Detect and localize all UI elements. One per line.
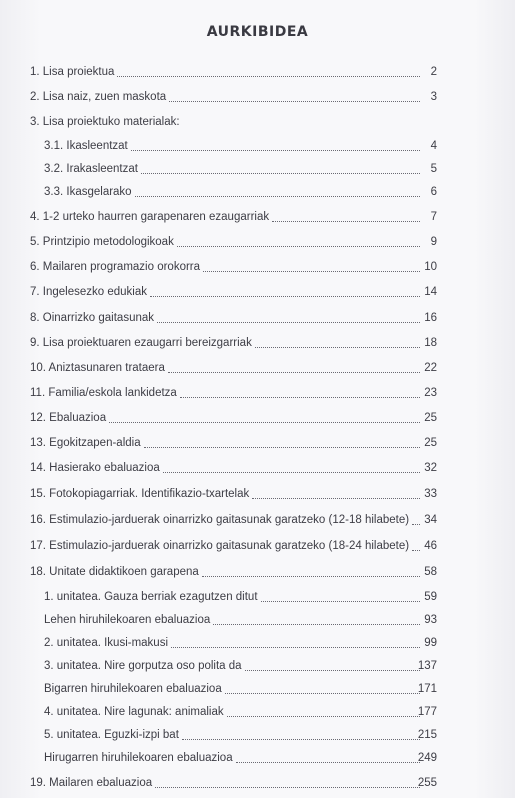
toc-entry-label: 4. 1-2 urteko haurren garapenaren ezaugarriak xyxy=(30,211,270,223)
toc-entry-label: 14. Hasierako ebaluazioa xyxy=(30,462,160,474)
toc-page-number: 59 xyxy=(424,591,437,603)
toc-entry-label: Lehen hiruhilekoaren ebaluazioa xyxy=(44,614,211,626)
toc-page-number: 23 xyxy=(424,387,437,399)
toc-entry xyxy=(0,563,515,581)
toc-page-number: 177 xyxy=(417,706,437,718)
toc-entry-label: 18. Unitate didaktikoen garapena xyxy=(30,566,199,578)
toc-entry xyxy=(0,359,515,377)
toc-dot-leader xyxy=(177,228,420,247)
toc-entry-label: 5. Printzipio metodologikoak xyxy=(30,236,174,248)
toc-dot-leader xyxy=(412,506,420,525)
toc-entry xyxy=(0,334,515,352)
toc-page-number: 32 xyxy=(424,462,437,474)
toc-entry-label: 8. Oinarrizko gaitasunak xyxy=(30,312,155,324)
toc-entry xyxy=(0,434,515,452)
toc-entry xyxy=(0,384,515,402)
toc-entry-label: 13. Egokitzapen-aldia xyxy=(30,437,141,449)
toc-entry xyxy=(0,258,515,276)
toc-entry-label: 17. Estimulazio-jarduerak oinarrizko gaitasunak garatzeko (18-24 hilabete) xyxy=(30,540,410,552)
toc-entry-label: 15. Fotokopiagarriak. Identifikazio-txartelak xyxy=(30,488,250,500)
toc-page-number: 255 xyxy=(417,777,437,789)
toc-page-number: 215 xyxy=(417,729,437,741)
toc-page-number: 16 xyxy=(424,312,437,324)
toc-dot-leader xyxy=(150,278,420,297)
toc-entry xyxy=(0,537,515,555)
toc-entry xyxy=(0,611,515,629)
toc-dot-leader xyxy=(157,304,420,323)
toc-dot-leader xyxy=(117,58,420,77)
toc-entry-label: 1. Lisa proiektua xyxy=(30,66,115,78)
toc-page-number: 6 xyxy=(430,186,437,198)
toc-entry-label: 10. Aniztasunaren trataera xyxy=(30,362,165,374)
toc-entry-label: 9. Lisa proiektuaren ezaugarri bereizgarriak xyxy=(30,337,252,349)
toc-page-number: 3 xyxy=(430,91,437,103)
toc-entry-label: 5. unitatea. Eguzki-izpi bat xyxy=(44,729,179,741)
toc-entry xyxy=(0,459,515,477)
toc-entry-label: 2. unitatea. Ikusi-makusi xyxy=(44,637,169,649)
toc-dot-leader xyxy=(144,429,420,448)
toc-entry xyxy=(0,88,515,106)
toc-entry xyxy=(0,113,515,131)
toc-entry xyxy=(0,680,515,698)
toc-entry xyxy=(0,137,515,155)
toc-dot-leader xyxy=(236,744,420,763)
toc-dot-leader xyxy=(182,721,420,740)
toc-dot-leader xyxy=(169,83,420,102)
toc-entry xyxy=(0,409,515,427)
toc-entry-label: 3. Lisa proiektuko materialak: xyxy=(30,116,180,128)
toc-dot-leader xyxy=(135,178,420,197)
toc-page-number: 25 xyxy=(424,412,437,424)
toc-dot-leader xyxy=(155,769,420,788)
toc-page-number: 2 xyxy=(430,66,437,78)
toc-entry-label: 3.2. Irakasleentzat xyxy=(44,163,138,175)
toc-page-number: 33 xyxy=(424,488,437,500)
toc-entry-label: 4. unitatea. Nire lagunak: animaliak xyxy=(44,706,224,718)
toc-entry-label: 6. Mailaren programazio orokorra xyxy=(30,261,201,273)
toc-dot-leader xyxy=(252,480,420,499)
toc-entry xyxy=(0,485,515,503)
toc-dot-leader xyxy=(255,329,420,348)
toc-entry-label: 1. unitatea. Gauza berriak ezagutzen ditut xyxy=(44,591,258,603)
toc-page-number: 25 xyxy=(424,437,437,449)
toc-page-number: 10 xyxy=(424,261,437,273)
toc-dot-leader xyxy=(272,203,420,222)
toc-dot-leader xyxy=(412,532,420,551)
toc-dot-leader xyxy=(163,454,420,473)
toc-page-number: 18 xyxy=(424,337,437,349)
toc-entry-label: 3.1. Ikasleentzat xyxy=(44,140,128,152)
toc-entry xyxy=(0,774,515,792)
toc-page-number: 9 xyxy=(430,236,437,248)
toc-dot-leader xyxy=(261,583,420,602)
toc-page-number: 99 xyxy=(424,637,437,649)
toc-dot-leader xyxy=(109,404,420,423)
toc-dot-leader xyxy=(203,253,420,272)
toc-dot-leader xyxy=(202,558,420,577)
toc-entry xyxy=(0,183,515,201)
page-title: AURKIBIDEA xyxy=(206,24,309,40)
toc-entry xyxy=(0,749,515,767)
toc-page-number: 58 xyxy=(424,566,437,578)
toc-page-number: 4 xyxy=(430,140,437,152)
toc-entry xyxy=(0,63,515,81)
toc-entry-label: 12. Ebaluazioa xyxy=(30,412,107,424)
toc-entry xyxy=(0,233,515,251)
toc-entry-label: 19. Mailaren ebaluazioa xyxy=(30,777,153,789)
toc-entry-label: 11. Familia/eskola lankidetza xyxy=(30,387,177,399)
toc-page-number: 137 xyxy=(417,660,437,672)
toc-dot-leader xyxy=(227,698,420,717)
toc-page-number: 7 xyxy=(430,211,437,223)
toc-page-number: 22 xyxy=(424,362,437,374)
toc-entry xyxy=(0,588,515,606)
toc-entry xyxy=(0,634,515,652)
toc-entry xyxy=(0,726,515,744)
toc-entry-label: 16. Estimulazio-jarduerak oinarrizko gaitasunak garatzeko (12-18 hilabete) xyxy=(30,514,410,526)
toc-page-number: 46 xyxy=(424,540,437,552)
toc-dot-leader xyxy=(168,354,420,373)
toc-page-number: 171 xyxy=(417,683,437,695)
toc-page-number: 5 xyxy=(430,163,437,175)
toc-entry-label: Hirugarren hiruhilekoaren ebaluazioa xyxy=(44,752,233,764)
toc-entry xyxy=(0,511,515,529)
toc-entry xyxy=(0,657,515,675)
toc-entry-label: Bigarren hiruhilekoaren ebaluazioa xyxy=(44,683,222,695)
toc-page-number: 14 xyxy=(424,286,437,298)
toc-entry-label: 3.3. Ikasgelarako xyxy=(44,186,132,198)
toc-page-number: 93 xyxy=(424,614,437,626)
toc-entry xyxy=(0,703,515,721)
toc-entry xyxy=(0,208,515,226)
toc-entry xyxy=(0,309,515,327)
toc-page-number: 249 xyxy=(417,752,437,764)
toc-entry xyxy=(0,160,515,178)
toc-dot-leader xyxy=(225,675,420,694)
toc-dot-leader xyxy=(171,629,420,648)
toc-entry-label: 7. Ingelesezko edukiak xyxy=(30,286,147,298)
toc-page-number: 34 xyxy=(424,514,437,526)
toc-dot-leader xyxy=(180,379,420,398)
toc-dot-leader xyxy=(131,132,420,151)
toc-dot-leader xyxy=(245,652,420,671)
toc-entry-label: 3. unitatea. Nire gorputza oso polita da xyxy=(44,660,242,672)
toc-entry xyxy=(0,283,515,301)
toc-dot-leader xyxy=(141,155,420,174)
toc-entry-label: 2. Lisa naiz, zuen maskota xyxy=(30,91,167,103)
toc-dot-leader xyxy=(213,606,420,625)
